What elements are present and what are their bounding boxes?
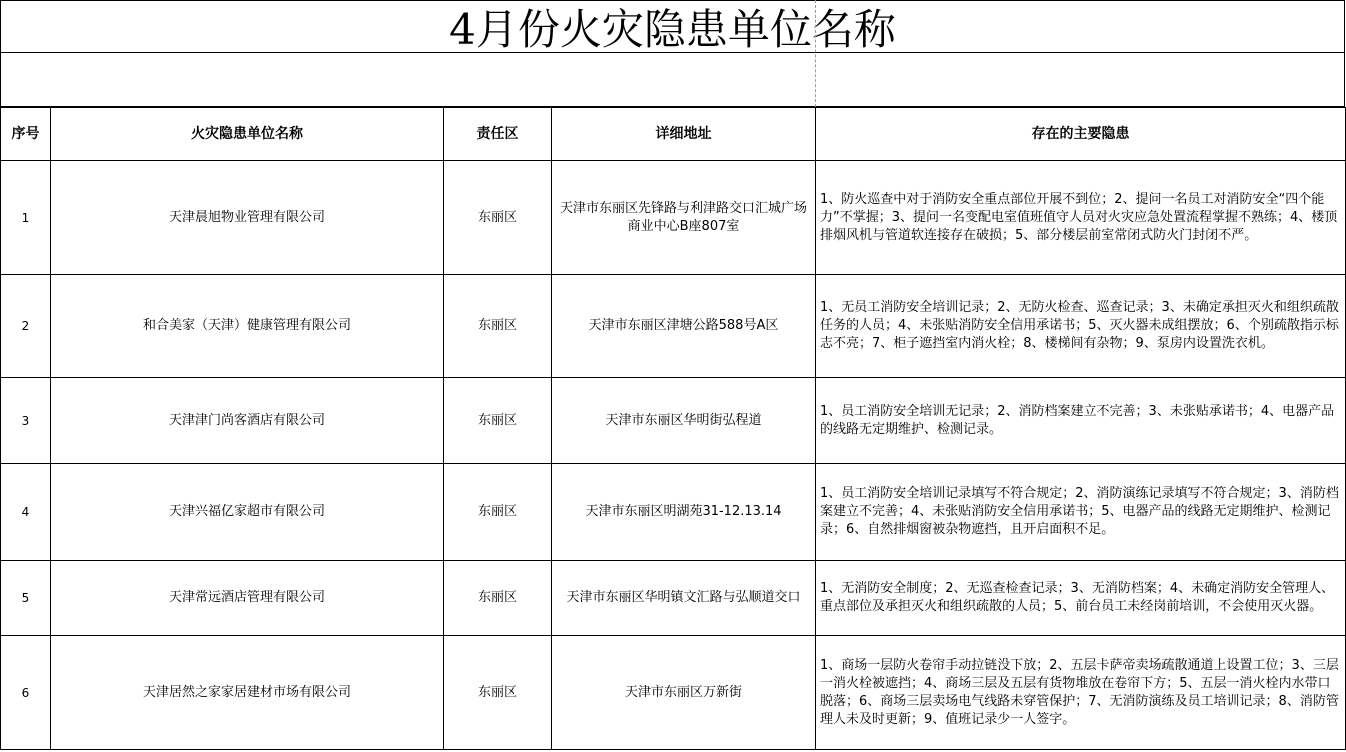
cell-no: 4	[1, 464, 51, 561]
cell-address: 天津市东丽区万新街	[552, 636, 816, 750]
hazard-table	[0, 107, 1346, 750]
cell-district: 东丽区	[444, 561, 552, 636]
cell-hazards: 1、防火巡查中对于消防安全重点部位开展不到位；2、提问一名员工对消防安全“四个能力”不掌握；3、提问一名变配电室值班值守人员对火灾应急处置流程掌握不熟练；4、楼顶排烟风机与管道软连接存在破损；5、部分楼层前室常闭式防火门封闭不严。	[816, 161, 1346, 275]
table-row	[1, 275, 1346, 378]
cell-district: 东丽区	[444, 161, 552, 275]
cell-no: 2	[1, 275, 51, 378]
table-row	[1, 464, 1346, 561]
header-row	[1, 108, 1346, 161]
table-row	[1, 161, 1346, 275]
cell-hazards: 1、无员工消防安全培训记录；2、无防火检查、巡查记录；3、未确定承担灭火和组织疏散任务的人员；4、未张贴消防安全信用承诺书；5、灭火器未成组摆放；6、个别疏散指示标志不亮；7、柜子遮挡室内消火栓；8、楼梯间有杂物；9、泵房内设置洗衣机。	[816, 275, 1346, 378]
cell-name: 天津常远酒店管理有限公司	[51, 561, 444, 636]
cell-no: 5	[1, 561, 51, 636]
cell-name: 和合美家（天津）健康管理有限公司	[51, 275, 444, 378]
cell-no: 3	[1, 378, 51, 464]
cell-district: 东丽区	[444, 378, 552, 464]
sheet-title: 4月份火灾隐患单位名称	[0, 0, 1345, 53]
table-row	[1, 636, 1346, 750]
cell-district: 东丽区	[444, 464, 552, 561]
blank-row	[0, 53, 1345, 107]
cell-address: 天津市东丽区华明街弘程道	[552, 378, 816, 464]
cell-hazards: 1、无消防安全制度；2、无巡查检查记录；3、无消防档案；4、未确定消防安全管理人、重点部位及承担灭火和组织疏散的人员；5、前台员工未经岗前培训，不会使用灭火器。	[816, 561, 1346, 636]
cell-name: 天津兴福亿家超市有限公司	[51, 464, 444, 561]
cell-no: 6	[1, 636, 51, 750]
cell-name: 天津居然之家家居建材市场有限公司	[51, 636, 444, 750]
cell-name: 天津晨旭物业管理有限公司	[51, 161, 444, 275]
cell-no: 1	[1, 161, 51, 275]
cell-name: 天津津门尚客酒店有限公司	[51, 378, 444, 464]
cell-address: 天津市东丽区明湖苑31-12.13.14	[552, 464, 816, 561]
cell-address: 天津市东丽区先锋路与利津路交口汇城广场商业中心B座807室	[552, 161, 816, 275]
header-district: 责任区	[444, 108, 552, 161]
cell-hazards: 1、员工消防安全培训无记录；2、消防档案建立不完善；3、未张贴承诺书；4、电器产品的线路无定期维护、检测记录。	[816, 378, 1346, 464]
table-row	[1, 561, 1346, 636]
cell-address: 天津市东丽区津塘公路588号A区	[552, 275, 816, 378]
page-break-line	[815, 0, 816, 107]
header-name: 火灾隐患单位名称	[51, 108, 444, 161]
header-no: 序号	[1, 108, 51, 161]
cell-address: 天津市东丽区华明镇文汇路与弘顺道交口	[552, 561, 816, 636]
header-address: 详细地址	[552, 108, 816, 161]
table-row	[1, 378, 1346, 464]
cell-hazards: 1、商场一层防火卷帘手动拉链没下放；2、五层卡萨帝卖场疏散通道上设置工位；3、三层一消火栓被遮挡；4、商场三层及五层有货物堆放在卷帘下方；5、五层一消火栓内水带口脱落；6、商场三层卖场电气线路未穿管保护；7、无消防演练及员工培训记录；8、消防管理人未及时更新；9、值班记录少一人签字。	[816, 636, 1346, 750]
cell-district: 东丽区	[444, 275, 552, 378]
cell-hazards: 1、员工消防安全培训记录填写不符合规定；2、消防演练记录填写不符合规定；3、消防档案建立不完善；4、未张贴消防安全信用承诺书；5、电器产品的线路无定期维护、检测记录；6、自然排烟窗被杂物遮挡，且开启面积不足。	[816, 464, 1346, 561]
cell-district: 东丽区	[444, 636, 552, 750]
header-hazards: 存在的主要隐患	[816, 108, 1346, 161]
